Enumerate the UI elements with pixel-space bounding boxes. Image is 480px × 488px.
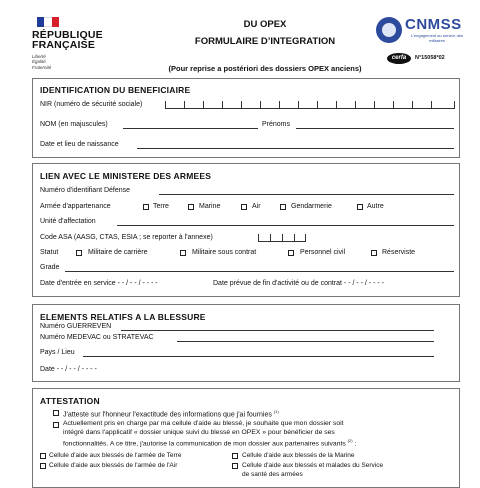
section-title-lien: LIEN AVEC LE MINISTERE DES ARMEES — [40, 171, 212, 181]
option-terre: Terre — [153, 203, 169, 210]
date-blessure-field[interactable]: Date - - / - - / - - - - — [40, 366, 97, 373]
cnmss-tagline: L'engagement au service des militaires — [410, 33, 464, 43]
unite-input[interactable] — [117, 225, 454, 226]
french-flag-logo — [37, 17, 59, 27]
armee-label: Armée d'appartenance — [40, 203, 111, 210]
prenoms-input[interactable] — [296, 128, 454, 129]
nir-label: NIR (numéro de sécurité sociale) — [40, 101, 143, 108]
cnmss-logo-text: CNMSS — [405, 16, 462, 33]
checkbox-autre[interactable] — [357, 204, 363, 210]
checkbox-marine[interactable] — [188, 204, 194, 210]
form-title-line2: FORMULAIRE D’INTEGRATION — [194, 36, 336, 47]
attestation-statement-2: Actuellement pris en charge par ma cellule d'aide au blessé, je souhaite que mon dossier soit intégré dans l'applicatif « dossier unique suivi du blessé en OPEX » pour bénéficier de ses fonctionnalités. A ce titre, j'autorise la communication de mon dossier aux partenaires suivants $^{(2)}$ : — [63, 420, 357, 448]
section-title-beneficiaire: IDENTIFICATION DU BENEFICIAIRE — [40, 85, 191, 95]
checkbox-terre[interactable] — [143, 204, 149, 210]
option-marine: Marine — [199, 203, 221, 210]
checkbox-cellule-marine[interactable] — [232, 453, 238, 459]
section-title-blessure: ELEMENTS RELATIFS A LA BLESSURE — [40, 312, 206, 322]
form-title-line1: DU OPEX — [243, 19, 287, 30]
prenoms-label: Prénoms — [262, 121, 291, 128]
statut-label: Statut — [40, 249, 59, 256]
medevac-label: Numéro MEDEVAC ou STRATEVAC — [40, 334, 154, 341]
attestation-statement-1: J'atteste sur l'honneur l'exactitude des informations que j'ai fournies $^{(1)}$ — [63, 409, 279, 419]
section-lien — [32, 163, 460, 297]
grade-input[interactable] — [65, 271, 454, 272]
checkbox-cellule-terre[interactable] — [40, 453, 46, 459]
date-lieu-label: Date et lieu de naissance — [40, 141, 119, 148]
checkbox-cellule-air[interactable] — [40, 463, 46, 469]
form-subtitle: (Pour reprise a postériori des dossiers OPEX anciens) — [168, 64, 362, 73]
identifiant-input[interactable] — [159, 194, 454, 195]
date-lieu-input[interactable] — [137, 148, 454, 149]
option-reserviste: Réserviste — [382, 249, 416, 256]
option-militaire-contrat: Militaire sous contrat — [192, 249, 257, 256]
code-asa-label: Code ASA (AASG, CTAS, ESIA ; se reporter à l'annexe) — [40, 234, 213, 241]
option-personnel-civil: Personnel civil — [300, 249, 346, 256]
checkbox-cellule-sante[interactable] — [232, 463, 238, 469]
option-air: Air — [252, 203, 261, 210]
checkbox-attestation-partage[interactable] — [53, 422, 59, 428]
section-title-attestation: ATTESTATION — [40, 396, 100, 406]
republic-motto: Liberté Égalité Fraternité — [32, 54, 52, 70]
checkbox-militaire-carriere[interactable] — [76, 250, 82, 256]
identifiant-label: Numéro d'identifiant Défense — [40, 187, 131, 194]
date-entree-field[interactable]: Date d'entrée en service - - / - - / - - - - — [40, 280, 158, 287]
option-militaire-carriere: Militaire de carrière — [88, 249, 148, 256]
option-gendarmerie: Gendarmerie — [291, 203, 332, 210]
cellule-sante-label-line2: de santé des armées — [242, 471, 303, 478]
cnmss-emblem-icon — [376, 17, 402, 43]
guerreven-input[interactable] — [121, 330, 434, 331]
medevac-input[interactable] — [177, 341, 434, 342]
unite-label: Unité d'affectation — [40, 218, 96, 225]
checkbox-personnel-civil[interactable] — [288, 250, 294, 256]
checkbox-gendarmerie[interactable] — [280, 204, 286, 210]
grade-label: Grade — [40, 264, 60, 271]
checkbox-militaire-contrat[interactable] — [180, 250, 186, 256]
checkbox-attestation-honneur[interactable] — [53, 410, 59, 416]
form-number: N°15058*02 — [415, 55, 445, 61]
nir-input[interactable] — [165, 99, 455, 109]
guerreven-label: Numéro GUERREVEN — [40, 323, 112, 330]
pays-input[interactable] — [83, 356, 434, 357]
checkbox-air[interactable] — [241, 204, 247, 210]
checkbox-reserviste[interactable] — [371, 250, 377, 256]
code-asa-input[interactable] — [258, 232, 306, 242]
nom-input[interactable] — [123, 128, 258, 129]
republique-label: RÉPUBLIQUE — [32, 29, 103, 41]
date-fin-field[interactable]: Date prévue de fin d'activité ou de contrat - - / - - / - - - - — [213, 280, 384, 287]
cellule-air-label: Cellule d'aide aux blessés de l'armée de l'Air — [49, 462, 178, 469]
francaise-label: FRANÇAISE — [32, 39, 96, 51]
cerfa-logo: cerfa — [387, 53, 411, 64]
cellule-sante-label: Cellule d'aide aux blessés et malades du Service — [242, 462, 384, 469]
pays-label: Pays / Lieu — [40, 349, 75, 356]
cellule-terre-label: Cellule d'aide aux blessés de l'armée de Terre — [49, 452, 182, 459]
cellule-marine-label: Cellule d'aide aux blessés de la Marine — [242, 452, 355, 459]
nom-label: NOM (en majuscules) — [40, 121, 108, 128]
option-autre: Autre — [367, 203, 384, 210]
